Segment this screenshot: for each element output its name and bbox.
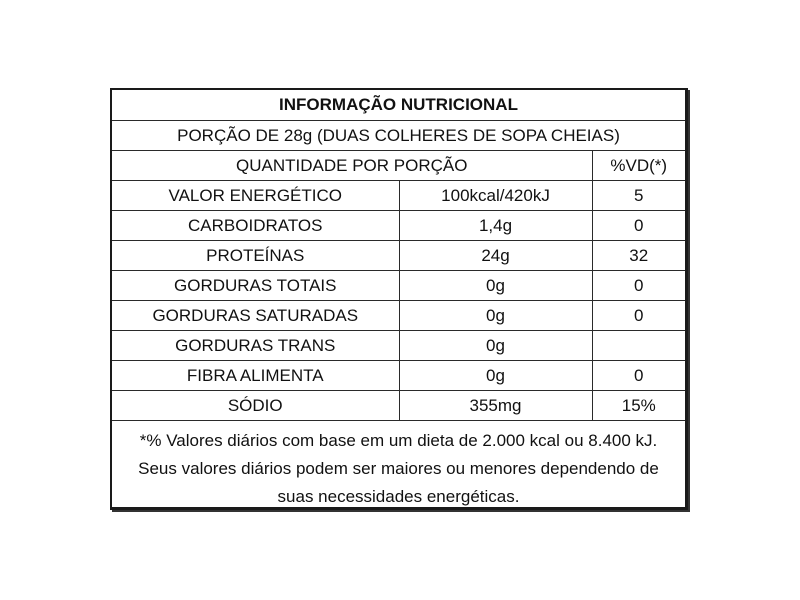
nutrient-name: SÓDIO bbox=[112, 391, 399, 421]
dv-header: %VD(*) bbox=[592, 151, 685, 181]
footnote-text: *% Valores diários com base em um dieta de 2.000 kcal ou 8.400 kJ. Seus valores diários podem ser maiores ou menores dependendo de suas necessidades energéticas. bbox=[112, 421, 685, 517]
nutrient-dv: 15% bbox=[592, 391, 685, 421]
nutrient-name: GORDURAS TOTAIS bbox=[112, 271, 399, 301]
table-row bbox=[112, 271, 685, 301]
table-row bbox=[112, 241, 685, 271]
nutrient-name: PROTEÍNAS bbox=[112, 241, 399, 271]
nutrient-name: FIBRA ALIMENTA bbox=[112, 361, 399, 391]
footnote-row bbox=[112, 421, 685, 517]
table-row bbox=[112, 181, 685, 211]
nutrient-amount: 1,4g bbox=[399, 211, 592, 241]
nutrient-amount: 355mg bbox=[399, 391, 592, 421]
nutrient-name: CARBOIDRATOS bbox=[112, 211, 399, 241]
nutrition-facts-label bbox=[110, 88, 688, 510]
nutrition-table bbox=[112, 90, 685, 516]
nutrient-dv bbox=[592, 331, 685, 361]
nutrient-dv: 0 bbox=[592, 211, 685, 241]
nutrient-dv: 0 bbox=[592, 301, 685, 331]
table-row bbox=[112, 391, 685, 421]
nutrient-name: VALOR ENERGÉTICO bbox=[112, 181, 399, 211]
table-row bbox=[112, 301, 685, 331]
portion-row bbox=[112, 121, 685, 151]
nutrient-dv: 32 bbox=[592, 241, 685, 271]
table-row bbox=[112, 361, 685, 391]
label-title: INFORMAÇÃO NUTRICIONAL bbox=[112, 90, 685, 121]
table-row bbox=[112, 211, 685, 241]
nutrient-amount: 0g bbox=[399, 361, 592, 391]
quantity-header: QUANTIDADE POR PORÇÃO bbox=[112, 151, 592, 181]
nutrient-amount: 0g bbox=[399, 301, 592, 331]
nutrient-amount: 0g bbox=[399, 331, 592, 361]
nutrient-dv: 0 bbox=[592, 361, 685, 391]
nutrient-name: GORDURAS TRANS bbox=[112, 331, 399, 361]
header-row bbox=[112, 151, 685, 181]
nutrient-dv: 5 bbox=[592, 181, 685, 211]
nutrient-amount: 24g bbox=[399, 241, 592, 271]
nutrient-dv: 0 bbox=[592, 271, 685, 301]
portion-text: PORÇÃO DE 28g (DUAS COLHERES DE SOPA CHEIAS) bbox=[112, 121, 685, 151]
title-row bbox=[112, 90, 685, 121]
table-row bbox=[112, 331, 685, 361]
nutrient-amount: 100kcal/420kJ bbox=[399, 181, 592, 211]
nutrient-amount: 0g bbox=[399, 271, 592, 301]
nutrient-name: GORDURAS SATURADAS bbox=[112, 301, 399, 331]
